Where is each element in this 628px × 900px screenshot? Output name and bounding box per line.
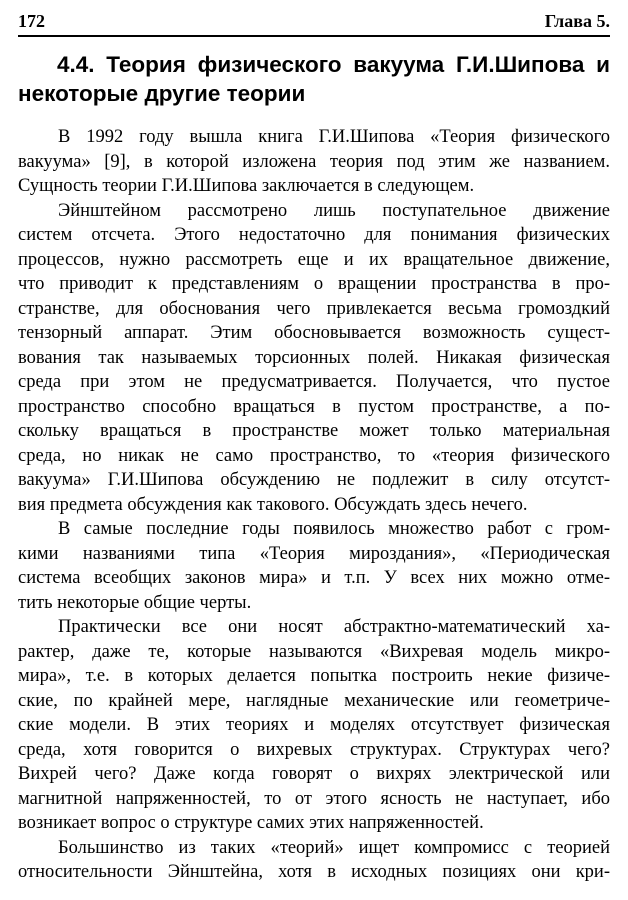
section-title bbox=[18, 50, 610, 108]
text-line: вия предмета обсуждения как такового. Обсуждать здесь нечего. bbox=[18, 494, 528, 515]
text-line: ские, по крайней мере, наглядные механические или геометриче- bbox=[18, 690, 610, 711]
text-line: скольку вращаться в пространстве может только материальная bbox=[18, 421, 610, 441]
text-line: мира», т.е. в которых делается попытка построить некие физиче- bbox=[18, 666, 610, 686]
text-line: среда, хотя говорится о вихревых структурах. Структурах чего? bbox=[18, 739, 610, 760]
text-line: тить некоторые общие черты. bbox=[18, 592, 252, 613]
text-line: относительности Эйнштейна, хотя в исходных позициях они кри- bbox=[18, 862, 610, 882]
text-line: вования так называемых торсионных полей. Никакая физическая bbox=[18, 347, 610, 368]
section-title-line: 4.4. Теория физического вакуума Г.И.Шипова и bbox=[57, 52, 610, 77]
text-line: Эйнштейном рассмотрено лишь поступательное движение bbox=[58, 200, 610, 221]
text-line: ские модели. В этих теориях и моделях отсутствует физическая bbox=[18, 715, 610, 735]
text-line: Большинство из таких «теорий» ищет компромисс с теорией bbox=[58, 837, 610, 858]
running-header bbox=[18, 10, 610, 34]
text-line: В 1992 году вышла книга Г.И.Шипова «Теория физического bbox=[58, 127, 610, 147]
text-line: рактер, даже те, которые называются «Вихревая модель микро- bbox=[18, 641, 610, 662]
text-line: система всеобщих законов мира» и т.п. У всех них можно отме- bbox=[18, 568, 610, 588]
text-line: странстве, для обоснования чего привлекается весьма громоздкий bbox=[18, 298, 610, 319]
text-line: Практически все они носят абстрактно-математический ха- bbox=[58, 617, 610, 637]
text-line: среда, но никак не само пространство, то «теория физического bbox=[18, 445, 610, 466]
text-line: систем отсчета. Этого недостаточно для понимания физических bbox=[18, 225, 610, 245]
text-line: что приводит к представлениям о вращении пространства в про- bbox=[18, 274, 610, 294]
text-line: кими названиями типа «Теория мироздания», «Периодическая bbox=[18, 543, 610, 564]
text-line: Вихрей чего? Даже когда говорят о вихрях электрической или bbox=[18, 764, 610, 784]
header-rule bbox=[18, 35, 610, 37]
text-line: вакуума» [9], в которой изложена теория под этим же названием. bbox=[18, 151, 610, 172]
section-title-line: некоторые другие теории bbox=[18, 81, 306, 106]
text-line: В самые последние годы появилось множество работ с гром- bbox=[58, 519, 610, 539]
chapter-label: Глава 5. bbox=[544, 11, 610, 31]
text-line: пространство способно вращаться в пустом пространстве, а по- bbox=[18, 396, 610, 417]
text-line: процессов, нужно рассмотреть еще и их вращательное движение, bbox=[18, 249, 610, 270]
body-text bbox=[18, 125, 610, 885]
page-number: 172 bbox=[18, 11, 45, 31]
text-line: среда при этом не предусматривается. Получается, что пустое bbox=[18, 372, 610, 392]
text-line: Сущность теории Г.И.Шипова заключается в следующем. bbox=[18, 176, 475, 196]
text-line: возникает вопрос о структуре самих этих напряженностей. bbox=[18, 813, 484, 833]
text-line: тензорный аппарат. Этим обосновывается возможность сущест- bbox=[18, 323, 610, 343]
text-line: магнитной напряженностей, то от этого ясность не наступает, ибо bbox=[18, 788, 610, 809]
text-line: вакуума» Г.И.Шипова обсуждению не подлежит в силу отсутст- bbox=[18, 470, 610, 490]
